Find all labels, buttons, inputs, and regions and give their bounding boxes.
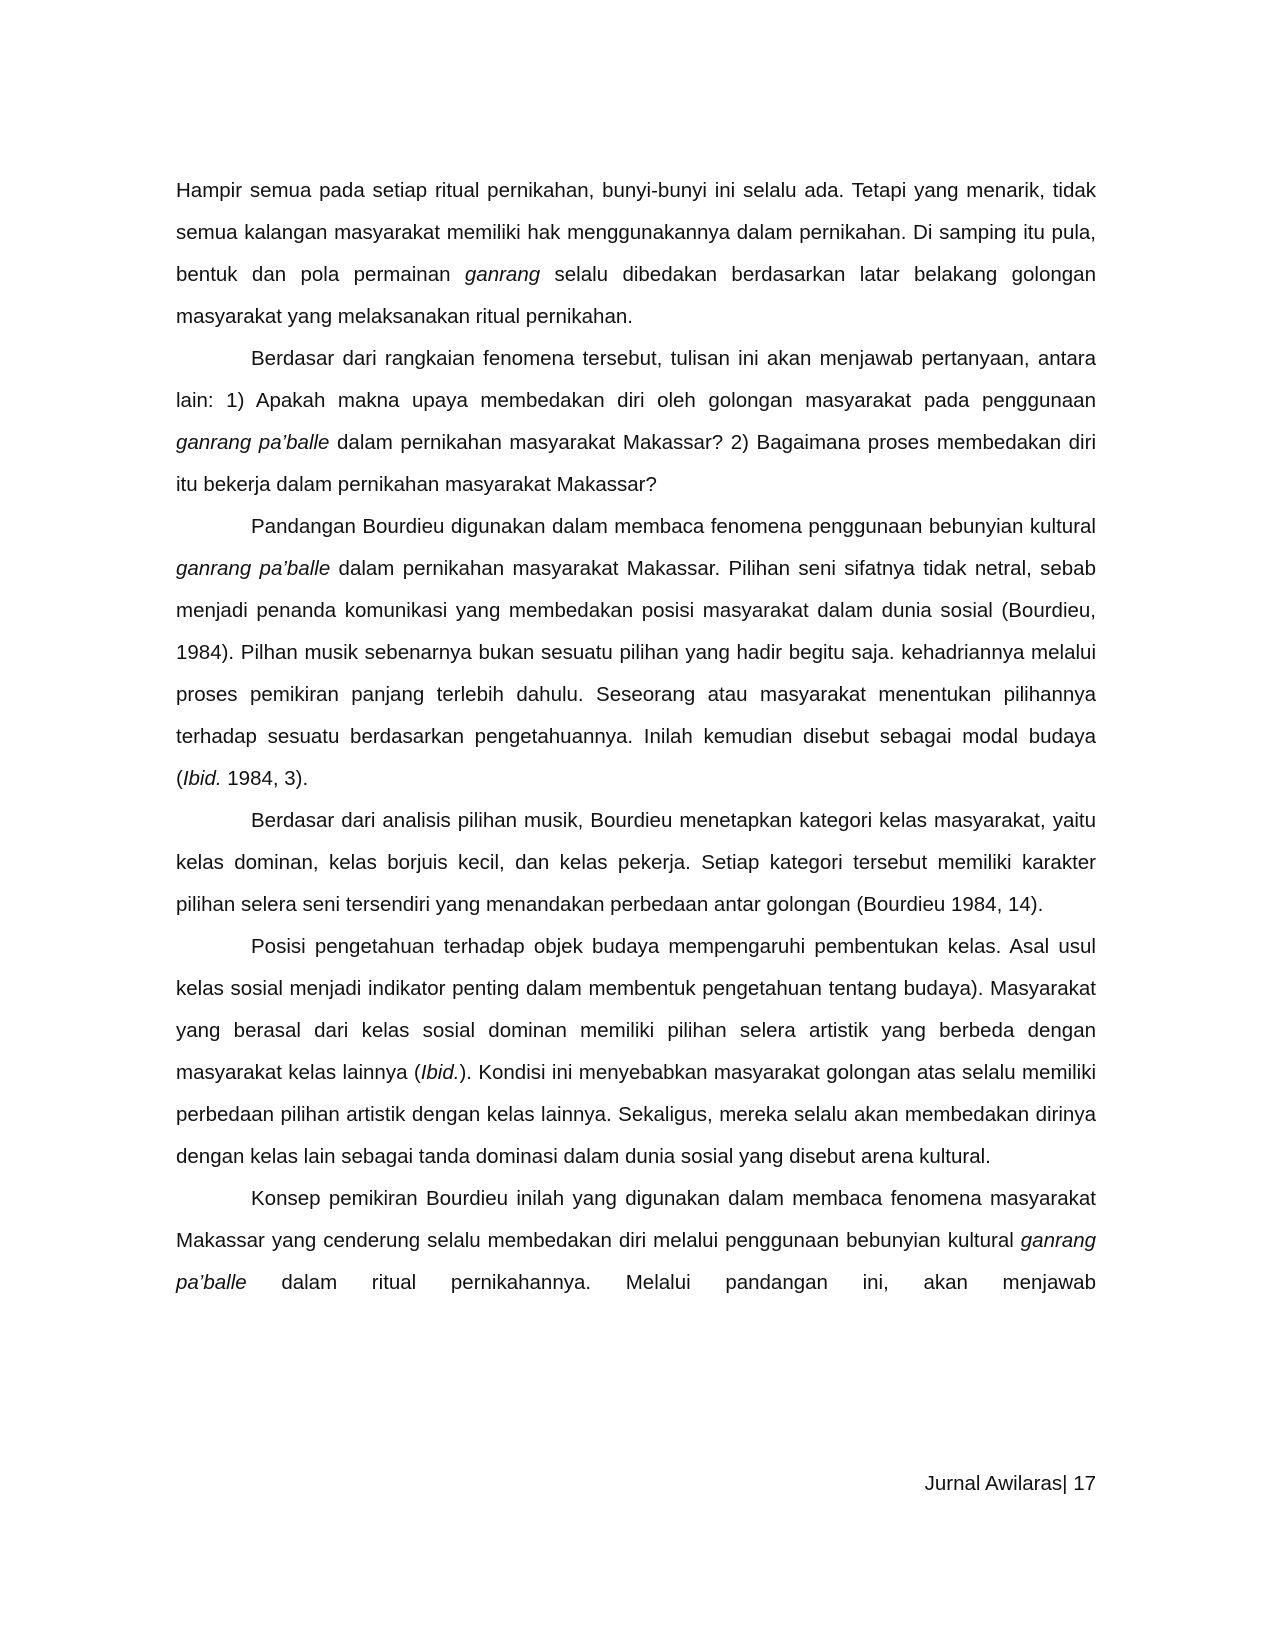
italic-term: ganrang pa’balle [176, 557, 331, 580]
italic-term: ganrang pa’balle [176, 1229, 1096, 1294]
text-run: selalu dibedakan berdasarkan latar belakang golongan masyarakat yang melaksanakan ritual pernikahan. [176, 263, 1096, 328]
text-run: Konsep pemikiran Bourdieu inilah yang digunakan dalam membaca fenomena masyarakat Makassar yang cenderung selalu membedakan diri melalui penggunaan bebunyian kultural [176, 1187, 1096, 1252]
paragraph-3 [176, 506, 1096, 800]
italic-term: ganrang [464, 263, 541, 286]
text-run: dalam pernikahan masyarakat Makassar? 2) Bagaimana proses membedakan diri itu bekerja dalam pernikahan masyarakat Makassar? [176, 431, 1096, 496]
footer-journal-name: Jurnal Awilaras [924, 1472, 1063, 1495]
text-run: Posisi pengetahuan terhadap objek budaya mempengaruhi pembentukan kelas. Asal usul kelas sosial menjadi indikator penting dalam membentuk pengetahuan tentang budaya). Masyarakat yang berasal dari kelas sosial dominan memiliki pilihan selera artistik yang berbeda dengan masyarakat kelas lainnya ( [176, 935, 1096, 1084]
paragraph-6 [176, 1178, 1096, 1304]
body-text [176, 170, 1096, 1304]
text-run: ). Kondisi ini menyebabkan masyarakat golongan atas selalu memiliki perbedaan pilihan artistik dengan kelas lainnya. Sekaligus, mereka selalu akan membedakan dirinya dengan kelas lain sebagai tanda dominasi dalam dunia sosial yang disebut arena kultural. [176, 1061, 1096, 1168]
paragraph-1 [176, 170, 1096, 338]
text-run: 1984, 3). [221, 767, 309, 790]
text-run: Berdasar dari rangkaian fenomena tersebut, tulisan ini akan menjawab pertanyaan, antara lain: 1) Apakah makna upaya membedakan diri oleh golongan masyarakat pada penggunaan [176, 347, 1096, 412]
text-run: Berdasar dari analisis pilihan musik, Bourdieu menetapkan kategori kelas masyarakat, yaitu kelas dominan, kelas borjuis kecil, dan kelas pekerja. Setiap kategori tersebut memiliki karakter pilihan selera seni tersendiri yang menandakan perbedaan antar golongan (Bourdieu 1984, 14). [176, 809, 1096, 916]
footer-page-number: 17 [1073, 1472, 1096, 1495]
text-run: Hampir semua pada setiap ritual pernikahan, bunyi-bunyi ini selalu ada. Tetapi yang menarik, tidak semua kalangan masyarakat memiliki hak menggunakannya dalam pernikahan. Di samping itu pula, bentuk dan pola permainan [176, 179, 1096, 286]
text-run: dalam ritual pernikahannya. Melalui pandangan ini, akan menjawab [246, 1271, 1096, 1294]
italic-term: ganrang pa’balle [176, 431, 330, 454]
italic-term: Ibid. [182, 767, 222, 790]
paragraph-5 [176, 926, 1096, 1178]
paragraph-2 [176, 338, 1096, 506]
footer-separator: | [1062, 1472, 1068, 1495]
text-run: Pandangan Bourdieu digunakan dalam membaca fenomena penggunaan bebunyian kultural [251, 515, 1096, 538]
italic-term: Ibid. [420, 1061, 460, 1084]
text-run: dalam pernikahan masyarakat Makassar. Pilihan seni sifatnya tidak netral, sebab menjadi penanda komunikasi yang membedakan posisi masyarakat dalam dunia sosial (Bourdieu, 1984). Pilhan musik sebenarnya bukan sesuatu pilihan yang hadir begitu saja. kehadriannya melalui proses pemikiran panjang terlebih dahulu. Seseorang atau masyarakat menentukan pilihannya terhadap sesuatu berdasarkan pengetahuannya. Inilah kemudian disebut sebagai modal budaya ( [176, 557, 1096, 790]
paragraph-4 [176, 800, 1096, 926]
page-footer [925, 1470, 1096, 1498]
